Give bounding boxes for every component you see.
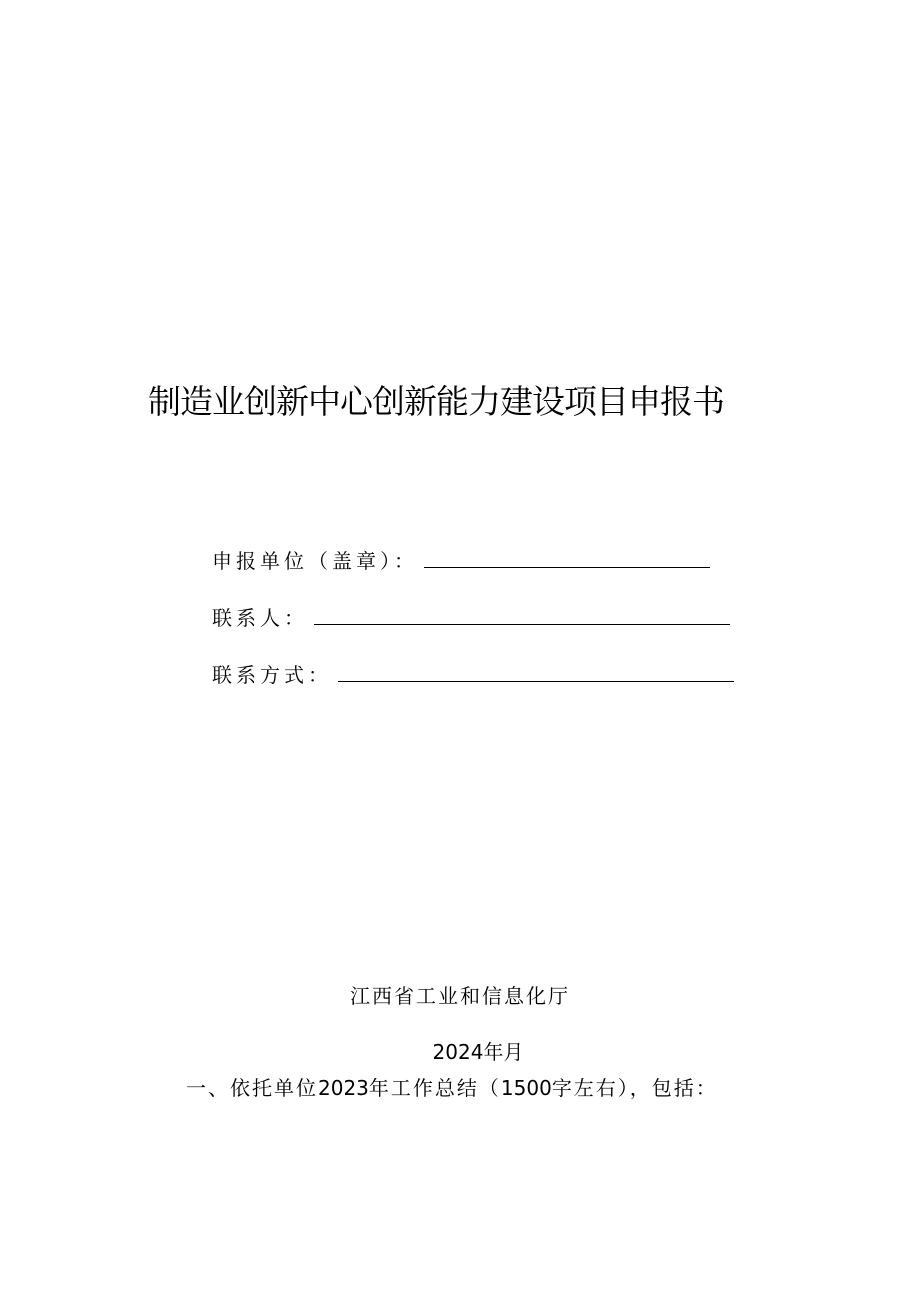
section-heading-part2: 年工作总结（ [368,1076,501,1100]
contact-person-blank-line [314,623,730,625]
contact-method-blank-line [338,680,734,682]
document-title: 制造业创新中心创新能力建设项目申报书 [148,382,724,421]
contact-person-field [212,597,730,631]
document-date: 2024年月 [432,1040,524,1064]
section-heading-part3: 字左右），包括： [551,1076,718,1100]
applicant-unit-blank-line [424,566,710,568]
section-heading-part1: 一、依托单位 [186,1076,318,1100]
contact-person-label: 联系人： [212,606,308,630]
section-heading-year: 2023 [318,1076,369,1100]
applicant-unit-field [212,540,710,574]
contact-method-label: 联系方式： [212,663,332,687]
section-heading-count: 1500 [500,1076,552,1100]
contact-method-field [212,654,734,688]
issuing-authority: 江西省工业和信息化厅 [350,984,570,1008]
applicant-unit-label: 申报单位（盖章）： [212,549,418,573]
section-heading [186,1072,718,1101]
